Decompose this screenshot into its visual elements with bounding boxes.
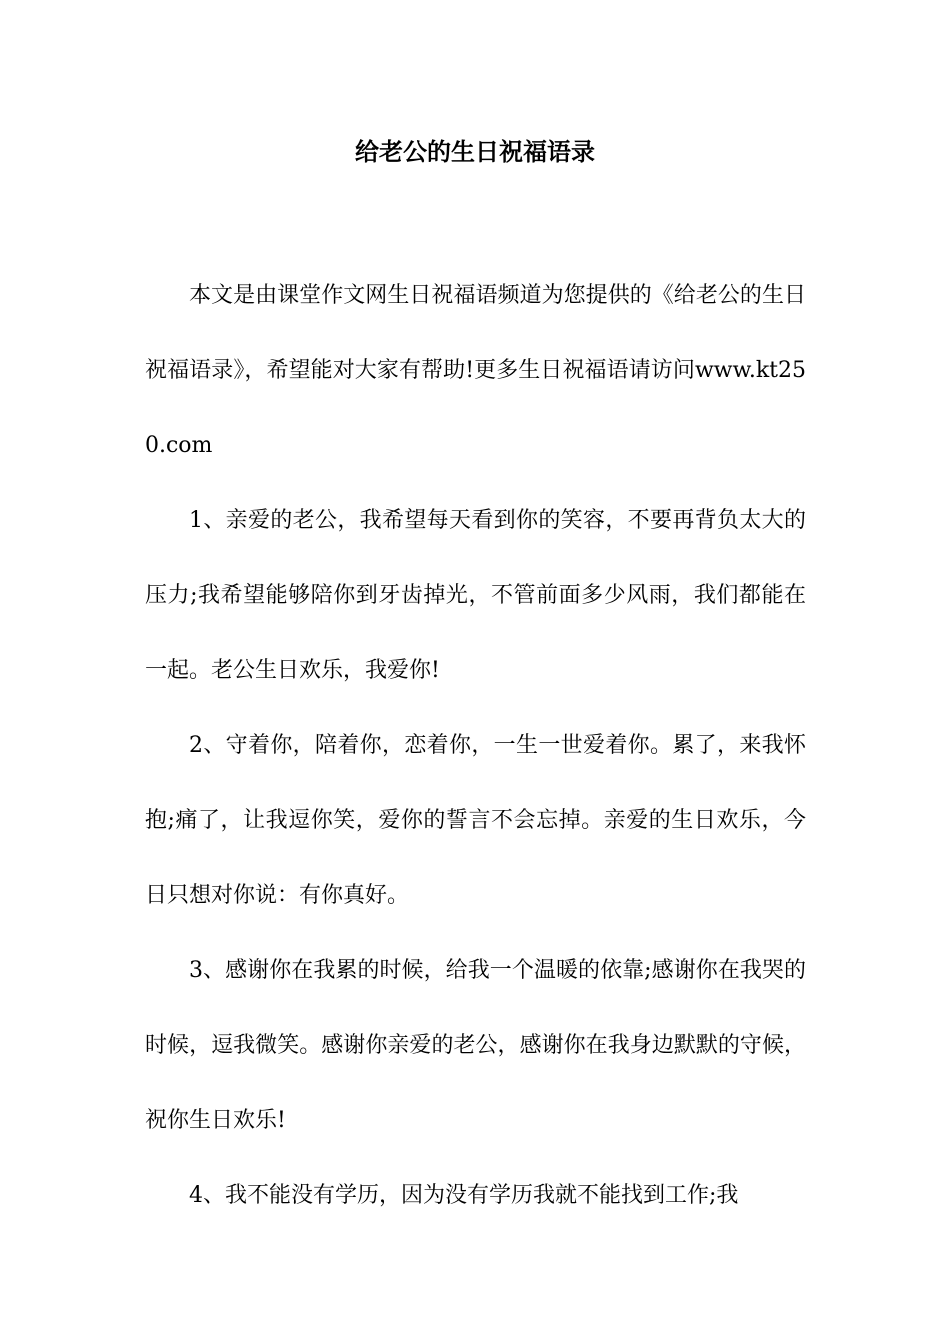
paragraph-2: 2、守着你，陪着你，恋着你，一生一世爱着你。累了，来我怀抱;痛了，让我逗你笑，爱你的誓言不会忘掉。亲爱的生日欢乐，今日只想对你说：有你真好。: [145, 733, 806, 908]
paragraph-intro: 本文是由课堂作文网生日祝福语频道为您提供的《给老公的生日祝福语录》，希望能对大家有帮助!更多生日祝福语请访问www.kt250.com: [145, 283, 806, 458]
paragraph-3: 3、感谢你在我累的时候，给我一个温暖的依靠;感谢你在我哭的时候，逗我微笑。感谢你亲爱的老公，感谢你在我身边默默的守候，祝你生日欢乐!: [145, 958, 806, 1133]
document-body: [145, 258, 806, 1233]
paragraph-1: 1、亲爱的老公，我希望每天看到你的笑容，不要再背负太大的压力;我希望能够陪你到牙齿掉光，不管前面多少风雨，我们都能在一起。老公生日欢乐，我爱你!: [145, 508, 806, 683]
document-title: 给老公的生日祝福语录: [355, 138, 595, 166]
paragraph-4: 4、我不能没有学历，因为没有学历我就不能找到工作;我: [189, 1183, 739, 1208]
